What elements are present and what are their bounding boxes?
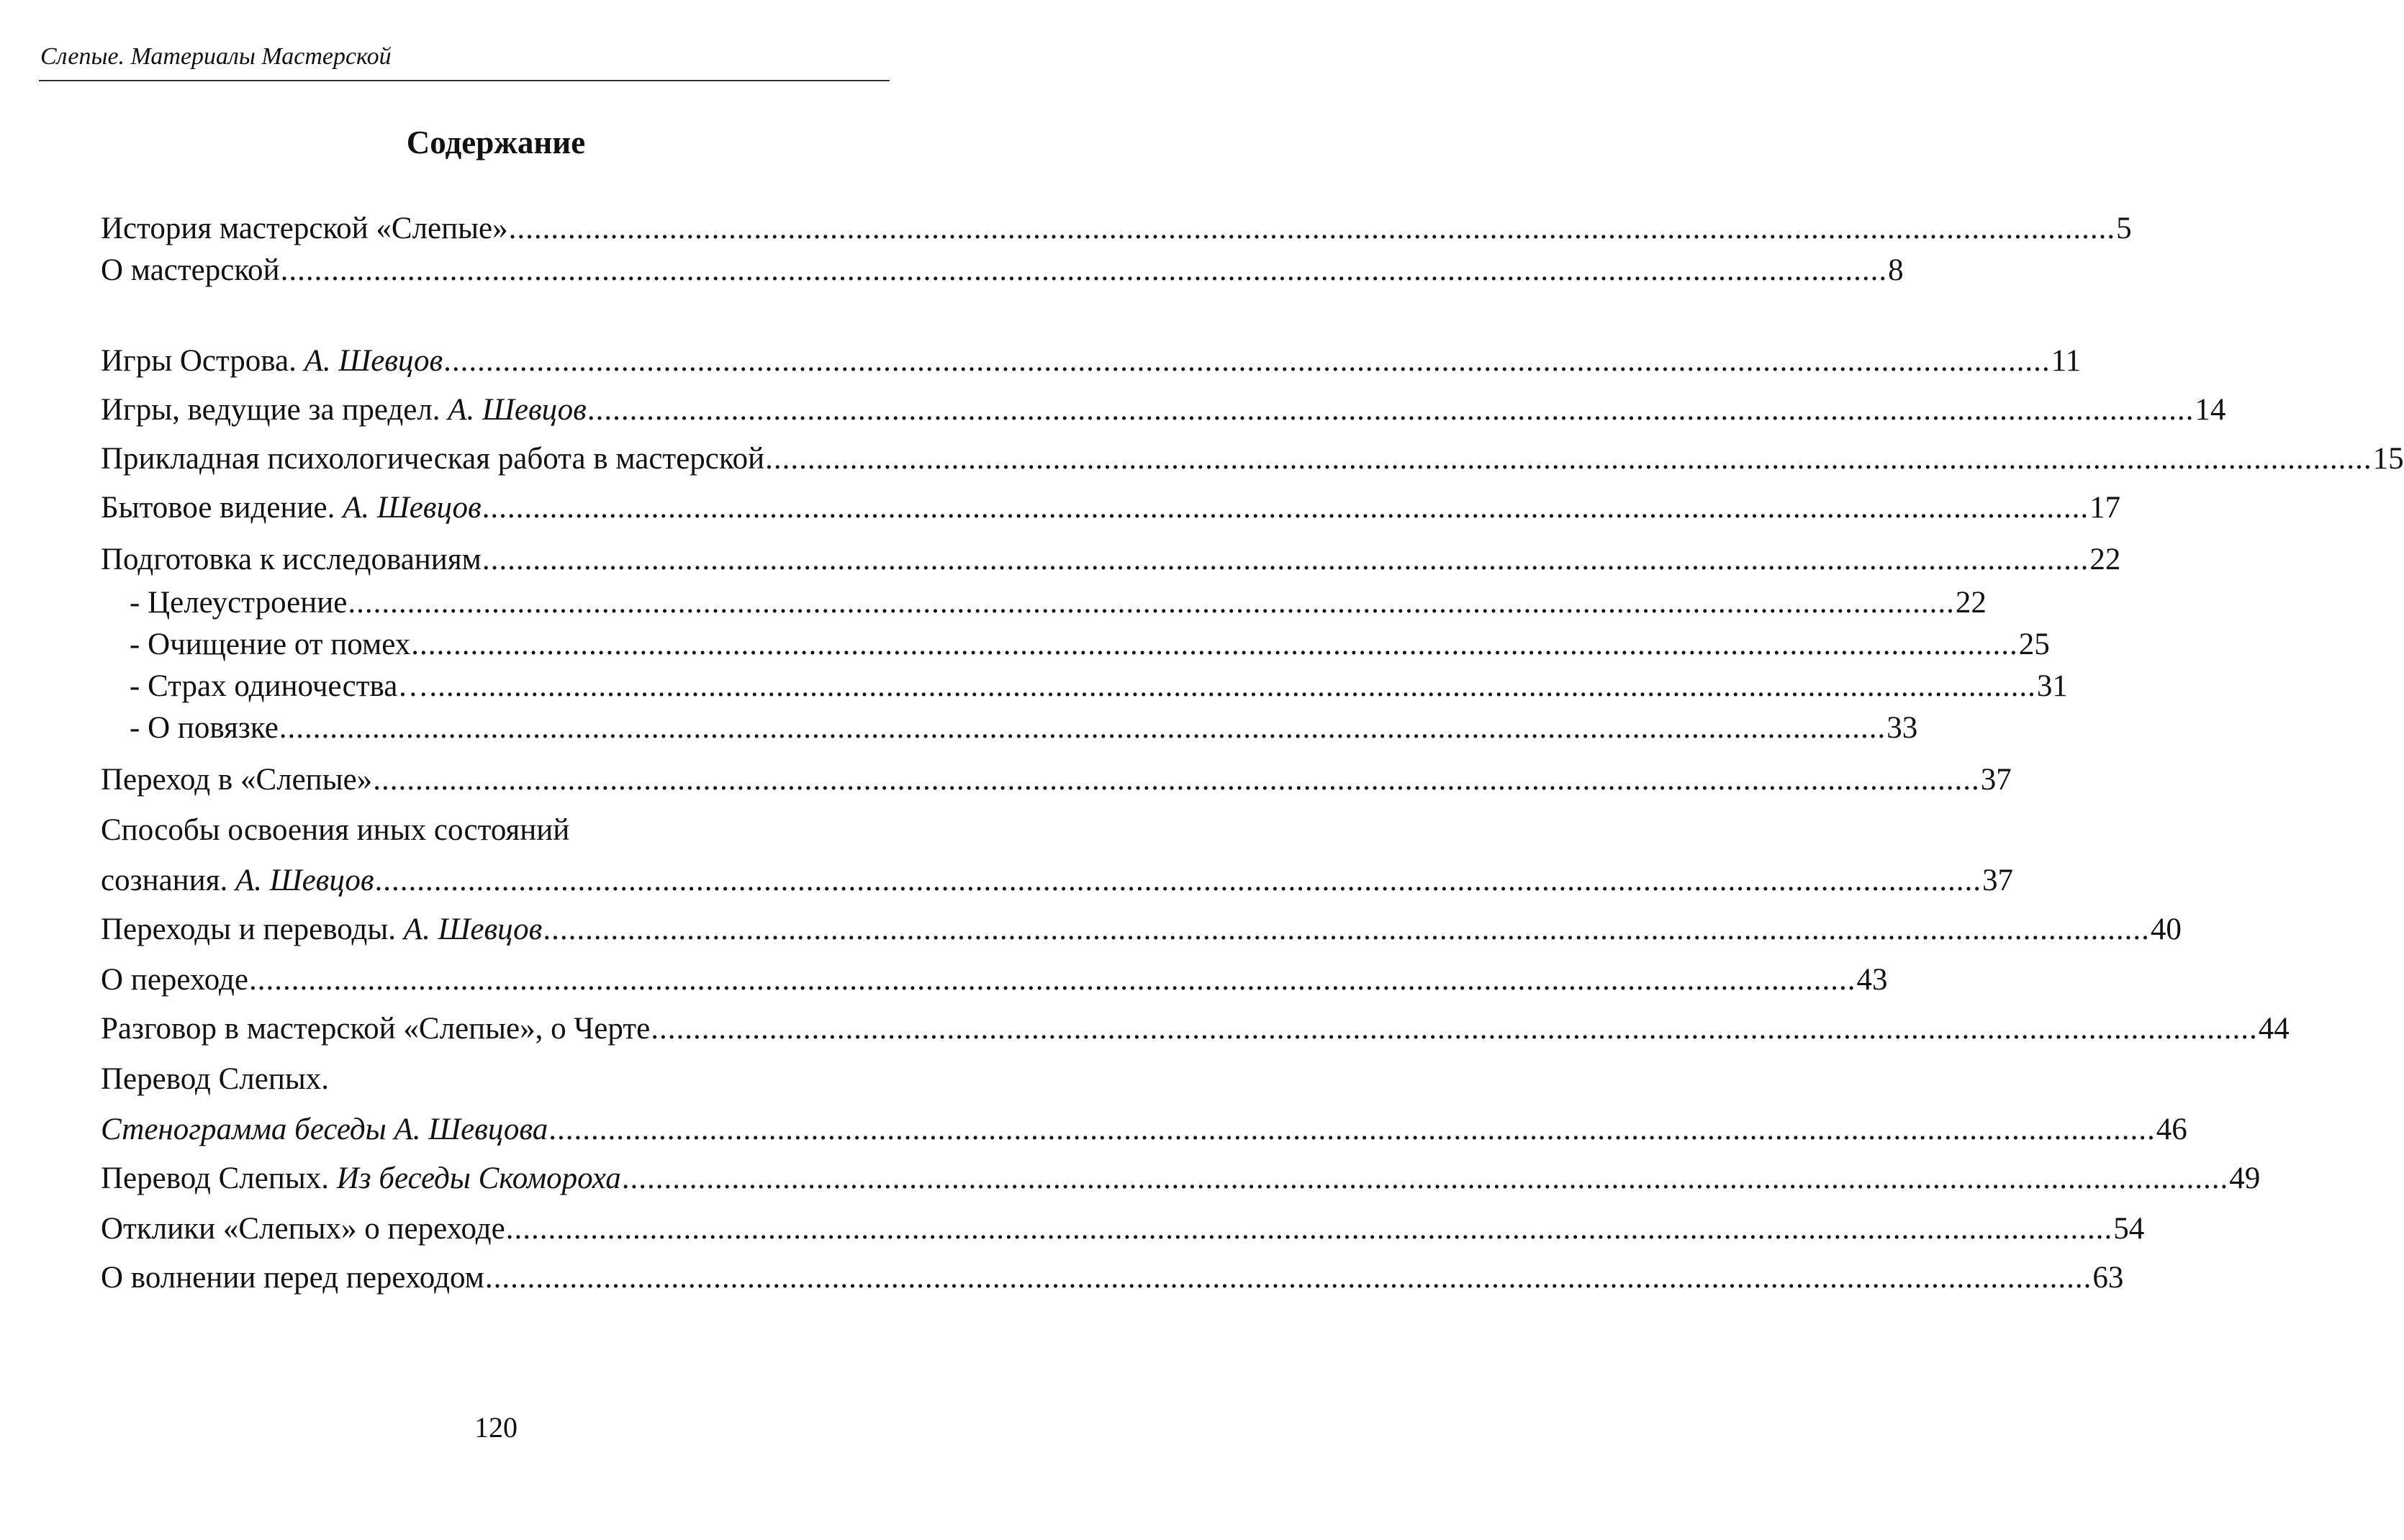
toc-entry-author: А. Шевцов — [343, 491, 482, 525]
dot-leader: .............................................................................................................................................................................................. — [484, 1261, 2092, 1295]
dot-leader: .............................................................................................................................................................................................. — [587, 393, 2195, 427]
toc-entry-author: А. Шевцов — [403, 912, 543, 946]
toc-page-number: 54 — [2113, 1212, 2145, 1246]
toc-entry-title: - О повязке — [130, 711, 279, 745]
toc-entry — [101, 389, 2226, 432]
toc-entry — [101, 908, 2182, 951]
dot-leader: .............................................................................................................................................................................................. — [548, 1113, 2156, 1146]
toc-page-number: 25 — [2018, 628, 2050, 661]
toc-page-number: 49 — [2229, 1161, 2261, 1195]
dot-leader: .............................................................................................................................................................................................. — [443, 344, 2051, 378]
toc-subentry — [130, 623, 2050, 666]
toc-entry-title: Отклики «Слепых» о переходе — [101, 1212, 505, 1246]
toc-page-number: 17 — [2089, 491, 2121, 525]
toc-page-number: 31 — [2036, 669, 2068, 703]
toc-page-number: 43 — [1856, 963, 1888, 997]
toc-entry-title: - Очищение от помех — [130, 628, 411, 661]
dot-leader: .............................................................................................................................................................................................. — [765, 442, 2372, 476]
toc-entry-title: О волнении перед переходом — [101, 1261, 484, 1295]
dot-leader: .............................................................................................................................................................................................. — [543, 912, 2150, 946]
page-title: Содержание — [406, 124, 586, 160]
toc-entry-title: История мастерской «Слепые» — [101, 212, 508, 245]
toc-entry-title: Разговор в мастерской «Слепые», о Черте — [101, 1012, 651, 1046]
toc-page-number: 46 — [2156, 1113, 2187, 1146]
toc-page-number: 44 — [2258, 1012, 2290, 1046]
toc-entry — [101, 758, 2012, 802]
dot-leader: .............................................................................................................................................................................................. — [482, 491, 2089, 525]
toc-entry — [101, 1157, 2261, 1200]
running-head: Слепые. Материалы Мастерской — [40, 43, 392, 70]
toc-page-number: 14 — [2195, 393, 2226, 427]
toc-entry-title: Способы освоения иных состояний — [101, 813, 570, 847]
toc-entry — [101, 1007, 2290, 1051]
toc-page-number: 22 — [1955, 586, 1987, 620]
page-number: 120 — [474, 1411, 518, 1444]
dot-leader: .............................................................................................................................................................................................. — [348, 586, 1955, 620]
dot-leader: .............................................................................................................................................................................................. — [508, 212, 2116, 245]
toc-entry — [101, 1256, 2124, 1300]
toc-entry — [101, 340, 2082, 383]
dot-leader: .............................................................................................................................................................................................. — [411, 628, 2018, 661]
toc-page-number: 37 — [1982, 864, 2014, 897]
toc-page-number: 37 — [1980, 763, 2012, 797]
toc-entry — [101, 859, 2014, 902]
toc-entry-title: Стенограмма беседы А. Шевцова — [101, 1113, 548, 1146]
toc-entry — [101, 438, 2404, 481]
dot-leader: .............................................................................................................................................................................................. — [505, 1212, 2113, 1246]
toc-page-number: 15 — [2372, 442, 2404, 476]
toc-entry — [101, 249, 1904, 292]
toc-entry-title: Переходы и переводы. А. Шевцов — [101, 912, 543, 946]
toc-page-number: 11 — [2051, 344, 2082, 378]
dot-leader: .............................................................................................................................................................................................. — [651, 1012, 2258, 1046]
toc-page-number: 22 — [2089, 543, 2121, 576]
toc-subentry — [130, 665, 2068, 708]
toc-entry-author: А. Шевцов — [235, 864, 374, 897]
toc-entry-author: А. Шевцов — [448, 393, 587, 427]
toc-page-number: 5 — [2116, 212, 2132, 245]
dot-leader: .............................................................................................................................................................................................. — [280, 253, 1888, 287]
toc-entry — [101, 1208, 2145, 1251]
toc-page-number: 40 — [2150, 912, 2182, 946]
dot-leader: .............................................................................................................................................................................................. — [429, 669, 2036, 703]
dot-leader: .............................................................................................................................................................................................. — [621, 1161, 2229, 1195]
toc-entry-title: Подготовка к исследованиям — [101, 543, 482, 576]
toc-entry — [101, 207, 2132, 250]
toc-entry — [101, 486, 2121, 530]
toc-entry-title: О переходе — [101, 963, 249, 997]
toc-entry — [101, 959, 1888, 1002]
toc-entry-title: - Целеустроение — [130, 586, 348, 620]
toc-entry-title: Бытовое видение. А. Шевцов — [101, 491, 482, 525]
toc-page-number: 33 — [1886, 711, 1918, 745]
dot-leader: .............................................................................................................................................................................................. — [373, 763, 1980, 797]
toc-entry-title: Игры Острова. А. Шевцов — [101, 344, 443, 378]
toc-entry — [101, 1108, 2187, 1151]
toc-entry-author: Из беседы Скомороха — [336, 1161, 621, 1195]
toc-subentry — [130, 581, 1987, 625]
toc-entry-title: Перевод Слепых. — [101, 1062, 329, 1096]
toc-entry-author: А. Шевцов — [304, 344, 443, 378]
dot-leader: .............................................................................................................................................................................................. — [374, 864, 1982, 897]
toc-entry-title: Перевод Слепых. Из беседы Скомороха — [101, 1161, 621, 1195]
dot-leader: .............................................................................................................................................................................................. — [279, 711, 1886, 745]
toc-page-number: 63 — [2092, 1261, 2124, 1295]
toc-subentry — [130, 707, 1918, 750]
dot-leader: .............................................................................................................................................................................................. — [249, 963, 1856, 997]
toc-entry — [101, 538, 2121, 581]
dot-leader: .............................................................................................................................................................................................. — [482, 543, 2089, 576]
header-rule — [39, 80, 890, 81]
toc-entry-title: сознания. А. Шевцов — [101, 864, 374, 897]
toc-entry-title: Прикладная психологическая работа в мастерской — [101, 442, 765, 476]
toc-entry-title: Игры, ведущие за предел. А. Шевцов — [101, 393, 587, 427]
toc-page-number: 8 — [1888, 253, 1904, 287]
toc-entry-title: - Страх одиночества… — [130, 669, 429, 703]
toc-entry-title: Переход в «Слепые» — [101, 763, 373, 797]
toc-entry-title: О мастерской — [101, 253, 280, 287]
